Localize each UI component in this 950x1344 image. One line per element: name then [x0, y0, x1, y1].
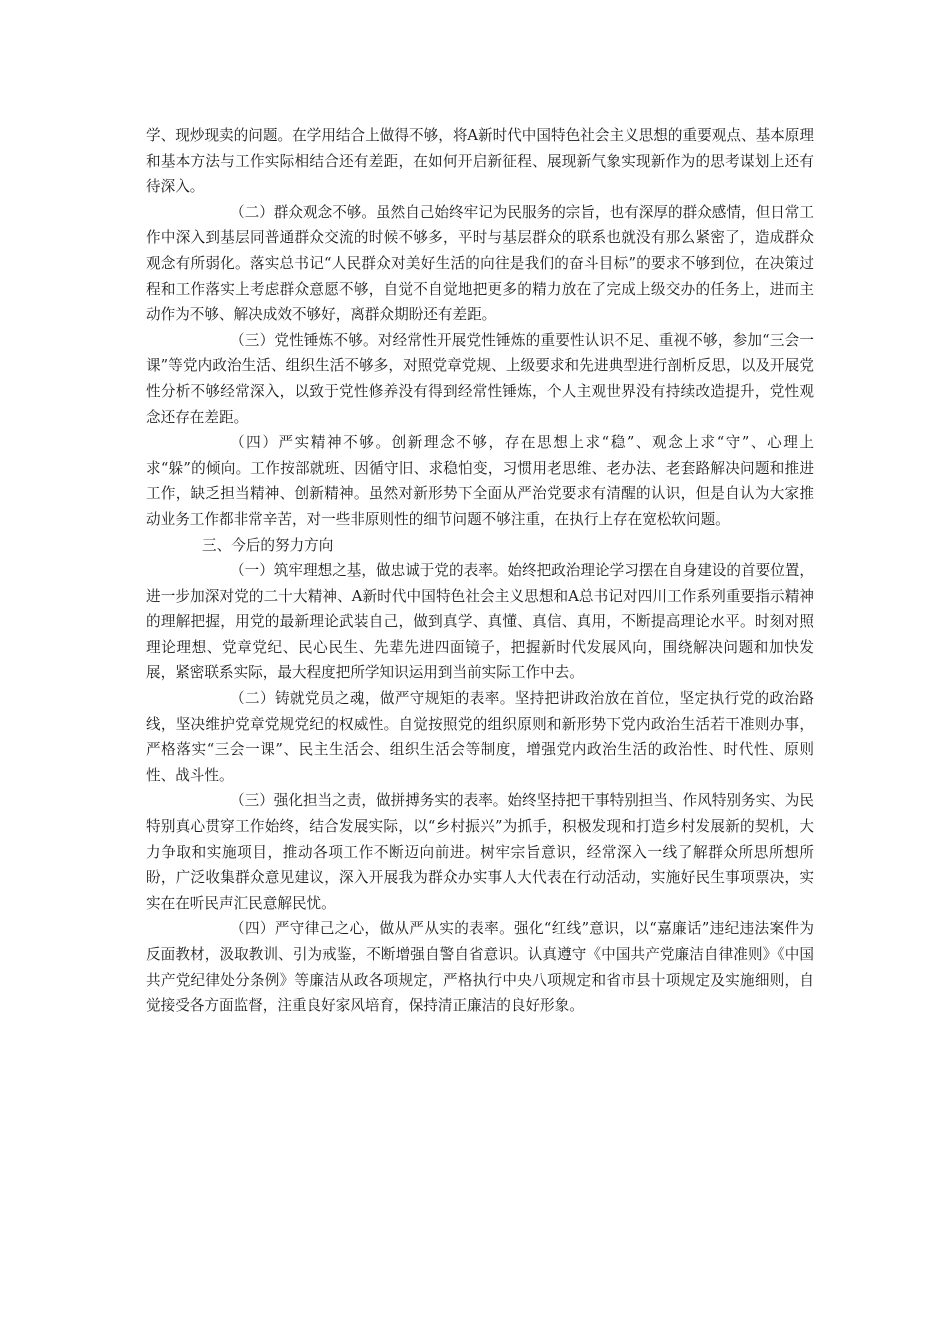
- paragraph-mass-awareness: （二）群众观念不够。虽然自己始终牢记为民服务的宗旨，也有深厚的群众感情，但日常工作中深入到基层同普通群众交流的时候不够多，平时与基层群众的联系也就没有那么紧密了，造成群众观念有所弱化。落实总书记“人民群众对美好生活的向往是我们的奋斗目标”的要求不够到位，在决策过程和工作落实上考虑群众意愿不够，自觉不自觉地把更多的精力放在了完成上级交办的任务上，进而主动作为不够、解决成效不够好，离群众期盼还有差距。: [146, 203, 814, 324]
- paragraph-party-spirit: （三）党性锤炼不够。对经常性开展党性锤炼的重要性认识不足、重视不够，参加“三会一课”等党内政治生活、组织生活不够多，对照党章党规、上级要求和先进典型进行剖析反思，以及开展党性分析不够经常深入，以致于党性修养没有得到经常性锤炼，个人主观世界没有持续改造提升，党性观念还存在差距。: [146, 331, 814, 426]
- paragraph-responsibility: （三）强化担当之责，做拼搏务实的表率。始终坚持把干事特别担当、作风特别务实、为民特别真心贯穿工作始终，结合发展实际，以“乡村振兴”为抓手，积极发现和打造乡村发展新的契机，大力争取和实施项目，推动各项工作不断迈向前进。树牢宗旨意识，经常深入一线了解群众所思所想所盼，广泛收集群众意见建议，深入开展我为群众办实事人大代表在行动活动，实施好民生事项票决，实实在在听民声汇民意解民忧。: [146, 792, 814, 912]
- paragraph-rigor-spirit: （四）严实精神不够。创新理念不够，存在思想上求“稳”、观念上求“守”、心理上求“躲”的倾向。工作按部就班、因循守旧、求稳怕变，习惯用老思维、老办法、老套路解决问题和推进工作，缺乏担当精神、创新精神。虽然对新形势下全面从严治党要求有清醒的认识，但是自认为大家推动业务工作都非常辛苦，对一些非原则性的细节问题不够注重，在执行上存在宽松软问题。: [146, 434, 814, 528]
- section-heading-future-direction: 三、今后的努力方向: [202, 536, 334, 554]
- paragraph-continued: 学、现炒现卖的问题。在学用结合上做得不够，将A新时代中国特色社会主义思想的重要观点、基本原理和基本方法与工作实际相结合还有差距，在如何开启新征程、展现新气象实现新作为的思考谋划上还有待深入。: [146, 127, 814, 196]
- paragraph-ideal-foundation: （一）筑牢理想之基，做忠诚于党的表率。始终把政治理论学习摆在自身建设的首要位置，进一步加深对党的二十大精神、A新时代中国特色社会主义思想和A总书记对四川工作系列重要指示精神的理解把握，用党的最新理论武装自己，做到真学、真懂、真信、真用，不断提高理论水平。时刻对照理论理想、党章党纪、民心民生、先辈先进四面镜子，把握新时代发展风向，围绕解决问题和加快发展，紧密联系实际，最大程度把所学知识运用到当前实际工作中去。: [146, 562, 814, 682]
- document-body: [146, 123, 814, 1019]
- paragraph-self-discipline: （四）严守律己之心，做从严从实的表率。强化“红线”意识，以“嘉廉话”违纪违法案件为反面教材，汲取教训、引为戒鉴，不断增强自警自省意识。认真遵守《中国共产党廉洁自律准则》《中国共产党纪律处分条例》等廉洁从政各项规定，严格执行中央八项规定和省市县十项规定及实施细则，自觉接受各方面监督，注重良好家风培育，保持清正廉洁的良好形象。: [146, 920, 814, 1015]
- paragraph-party-soul: （二）铸就党员之魂，做严守规矩的表率。坚持把讲政治放在首位，坚定执行党的政治路线，坚决维护党章党规党纪的权威性。自觉按照党的组织原则和新形势下党内政治生活若干准则办事，严格落实“三会一课”、民主生活会、组织生活会等制度，增强党内政治生活的政治性、时代性、原则性、战斗性。: [146, 690, 814, 784]
